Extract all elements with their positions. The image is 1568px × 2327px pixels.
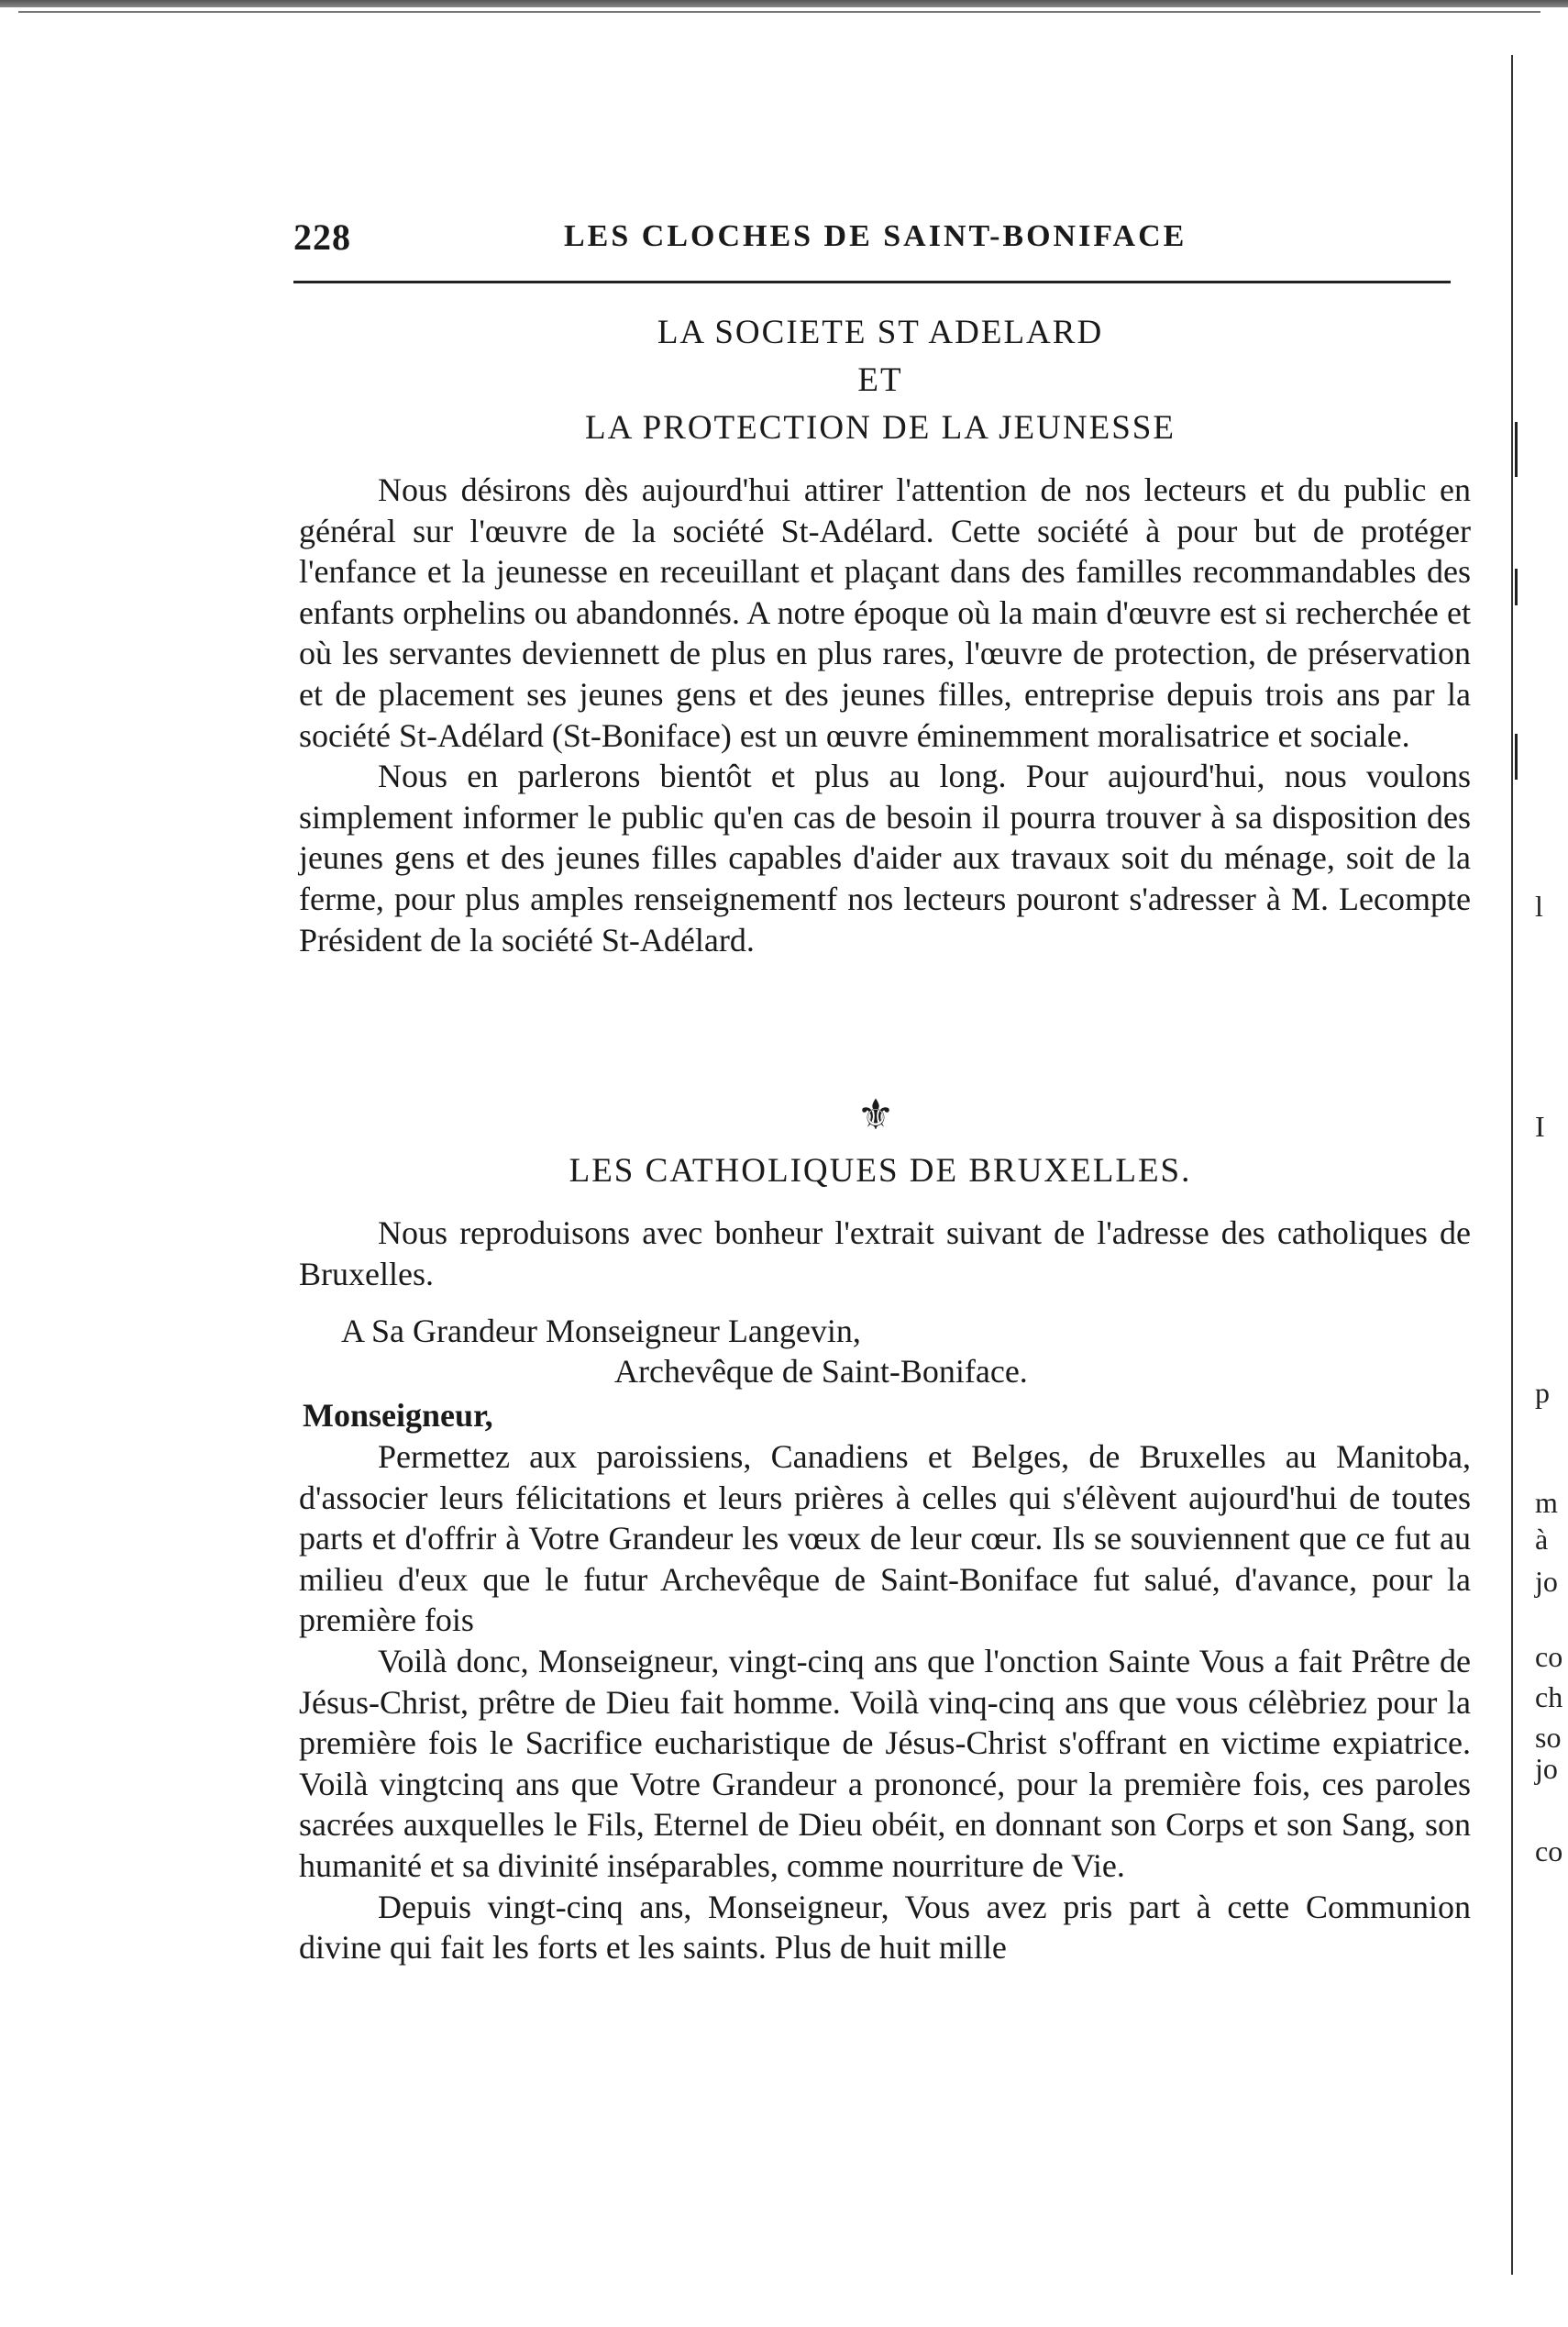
edge-tick — [1515, 422, 1518, 477]
article1-body — [299, 470, 1471, 960]
article1-paragraph-2: Nous en parlerons bientôt et plus au long. Pour aujourd'hui, nous voulons simplement informer le public qu'en cas de besoin il pourra trouver à sa disposition des jeunes gens et des jeunes filles capables d'aider aux travaux soit du ménage, soit de la ferme, pour plus amples renseignementf nos lecteurs pouront s'adresser à M. Lecompte Président de la société St-Adélard. — [299, 758, 1471, 959]
page-number: 228 — [293, 216, 351, 258]
running-header — [293, 216, 1467, 271]
page-edge-line — [1511, 55, 1513, 2275]
margin-fragment: jo — [1535, 1752, 1558, 1785]
scan-top-line — [18, 11, 1540, 13]
article2-body — [299, 1436, 1471, 1968]
edge-tick — [1515, 734, 1518, 780]
running-title: LES CLOCHES DE SAINT-BONIFACE — [564, 219, 1187, 253]
margin-fragment: co — [1535, 1834, 1563, 1867]
margin-fragment: co — [1535, 1640, 1563, 1673]
article1-title-line2: ET — [857, 361, 903, 399]
article1-title-line3: LA PROTECTION DE LA JEUNESSE — [585, 409, 1176, 447]
margin-fragment: à — [1535, 1523, 1549, 1556]
article1-paragraph-1: Nous désirons dès aujourd'hui attirer l'attention de nos lecteurs et du public en général sur l'œuvre de la société St-Adélard. Cette société à pour but de protéger l'enfance et la jeunesse en receuillant et plaçant dans des familles recommandables des enfants orphelins ou abandonnés. A notre époque où la main d'œuvre est si recherchée et où les servantes deviennett de plus en plus rares, l'œuvre de protection, de préservation et de placement ses jeunes gens et des jeunes filles, entreprise depuis trois ans par la société St-Adélard (St-Boniface) est un œuvre éminemment moralisatrice et sociale. — [299, 471, 1471, 754]
article1-title-line1: LA SOCIETE ST ADELARD — [657, 314, 1104, 351]
article2-title: LES CATHOLIQUES DE BRUXELLES. — [569, 1152, 1192, 1190]
fleur-de-lis-icon: ⚜ — [856, 1090, 895, 1139]
header-rule — [293, 281, 1451, 283]
salutation: Monseigneur, — [303, 1397, 493, 1434]
margin-fragment: p — [1535, 1376, 1550, 1409]
margin-fragment: I — [1535, 1110, 1545, 1143]
address-line-1: A Sa Grandeur Monseigneur Langevin, — [341, 1313, 861, 1349]
margin-fragment: l — [1535, 890, 1543, 923]
margin-fragment: ch — [1535, 1680, 1563, 1713]
article2-intro — [299, 1213, 1471, 1294]
margin-fragment: m — [1535, 1486, 1558, 1519]
article2-paragraph-1: Permettez aux paroissiens, Canadiens et Belges, de Bruxelles au Manitoba, d'associer leurs félicitations et leurs prières à celles qui s'élèvent aujourd'hui de toutes parts et d'offrir à Votre Grandeur les vœux de leur cœur. Ils se souviennent que ce fut au milieu d'eux que le futur Archevêque de Saint-Boniface fut salué, d'avance, pour la première fois — [299, 1438, 1471, 1639]
scan-top-border — [0, 0, 1568, 7]
article2-paragraph-3: Depuis vingt-cinq ans, Monseigneur, Vous avez pris part à cette Communion divine qui fait les forts et les saints. Plus de huit mille — [299, 1888, 1471, 1967]
edge-tick — [1515, 569, 1518, 605]
article2-paragraph-2: Voilà donc, Monseigneur, vingt-cinq ans que l'onction Sainte Vous a fait Prêtre de Jésus-Christ, prêtre de Dieu fait homme. Voilà vinq-cinq ans que vous célèbriez pour la première fois le Sacrifice eucharistique de Jésus-Christ s'offrant en victime expiatrice. Voilà vingtcinq ans que Votre Grandeur a prononcé, pour la première fois, ces paroles sacrées auxquelles le Fils, Eternel de Dieu obéit, en donnant son Corps et son Sang, son humanité et sa divinité inséparables, comme nourriture de Vie. — [299, 1642, 1471, 1884]
article2-intro-text: Nous reproduisons avec bonheur l'extrait suivant de l'adresse des catholiques de Bruxelles. — [299, 1214, 1471, 1292]
margin-fragment: so — [1535, 1721, 1562, 1754]
address-line-2: Archevêque de Saint-Boniface. — [614, 1353, 1028, 1390]
margin-fragment: jo — [1535, 1565, 1558, 1598]
